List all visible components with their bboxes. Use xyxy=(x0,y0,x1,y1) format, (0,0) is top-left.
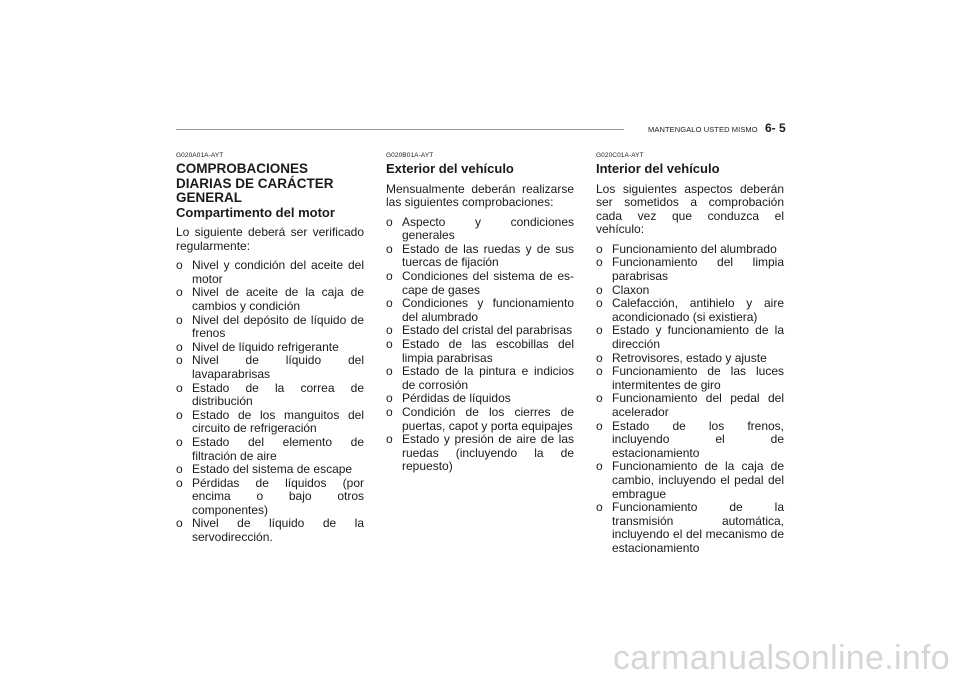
section-subtitle: Compartimento del motor xyxy=(176,204,335,220)
list-item: o Nivel de líquido del lavaparabrisas xyxy=(176,354,364,381)
list-item: o Funcionamiento del alumbrado xyxy=(596,243,784,257)
list-item: o Pérdidas de líquidos xyxy=(386,392,574,406)
list-item: o Condiciones del sistema de es- cape de gases xyxy=(386,270,574,297)
list-item: o Nivel de líquido de la servodirección. xyxy=(176,517,364,544)
list-item: o Funcionamiento del limpia parabrisas xyxy=(596,256,784,283)
list-item: o Nivel de aceite de la caja de cambios y condición xyxy=(176,286,364,313)
list-item: o Condiciones y funcionamiento del alumbrado xyxy=(386,297,574,324)
header-rule xyxy=(176,129,624,130)
list-item: o Claxon xyxy=(596,284,784,298)
running-header-section: MANTENGALO USTED MISMO xyxy=(648,125,758,134)
column-vehicle-interior xyxy=(596,152,784,556)
checklist xyxy=(596,243,784,556)
list-item: o Retrovisores, estado y ajuste xyxy=(596,352,784,366)
list-item: o Estado del cristal del parabrisas xyxy=(386,324,574,338)
section-code: G020A01A-AYT xyxy=(176,152,224,159)
list-item: o Estado y presión de aire de las ruedas (incluyendo la de repuesto) xyxy=(386,433,574,474)
list-item: o Funcionamiento del pedal del acelerador xyxy=(596,392,784,419)
list-item: o Estado de las escobillas del limpia parabrisas xyxy=(386,338,574,365)
section-intro: Mensualmente deberán realizarse las siguientes comprobaciones: xyxy=(386,181,574,210)
section-code: G020C01A-AYT xyxy=(596,152,644,159)
watermark: carmanualsonline.info xyxy=(612,639,950,677)
list-item: o Estado de los frenos, incluyendo el de estacionamiento xyxy=(596,420,784,461)
list-item: o Nivel de líquido refrigerante xyxy=(176,341,364,355)
list-item: o Nivel del depósito de líquido de frenos xyxy=(176,314,364,341)
list-item: o Estado de la correa de distribución xyxy=(176,382,364,409)
list-item: o Nivel y condición del aceite del motor xyxy=(176,259,364,286)
section-intro: Los siguientes aspectos deberán ser sometidos a comprobación cada vez que conduzca el vehículo: xyxy=(596,181,784,237)
list-item: o Funcionamiento de la transmisión automática, incluyendo el del mecanismo de estacionamiento xyxy=(596,501,784,555)
section-title: Interior del vehículo xyxy=(596,161,720,176)
section-code: G020B01A-AYT xyxy=(386,152,434,159)
list-item: o Aspecto y condiciones generales xyxy=(386,216,574,243)
list-item: o Estado de los manguitos del circuito de refrigeración xyxy=(176,409,364,436)
column-engine-compartment xyxy=(176,152,364,545)
page-number: 6- 5 xyxy=(765,121,786,135)
list-item: o Funcionamiento de la caja de cambio, incluyendo el pedal del embrague xyxy=(596,460,784,501)
section-title: COMPROBACIONES DIARIAS DE CARÁCTER GENERAL xyxy=(176,161,334,205)
list-item: o Funcionamiento de las luces intermitentes de giro xyxy=(596,365,784,392)
checklist xyxy=(386,216,574,474)
list-item: o Estado de las ruedas y de sus tuercas de fijación xyxy=(386,243,574,270)
list-item: o Pérdidas de líquidos (por encima o bajo otros componentes) xyxy=(176,477,364,518)
list-item: o Condición de los cierres de puertas, capot y porta equipajes xyxy=(386,406,574,433)
column-vehicle-exterior xyxy=(386,152,574,474)
list-item: o Estado y funcionamiento de la dirección xyxy=(596,324,784,351)
section-intro: Lo siguiente deberá ser verificado regularmente: xyxy=(176,225,364,253)
list-item: o Estado del elemento de filtración de aire xyxy=(176,436,364,463)
list-item: o Calefacción, antihielo y aire acondicionado (si existiera) xyxy=(596,297,784,324)
checklist xyxy=(176,259,364,544)
list-item: o Estado de la pintura e indicios de corrosión xyxy=(386,365,574,392)
list-item: o Estado del sistema de escape xyxy=(176,463,364,477)
section-title: Exterior del vehículo xyxy=(386,161,514,176)
